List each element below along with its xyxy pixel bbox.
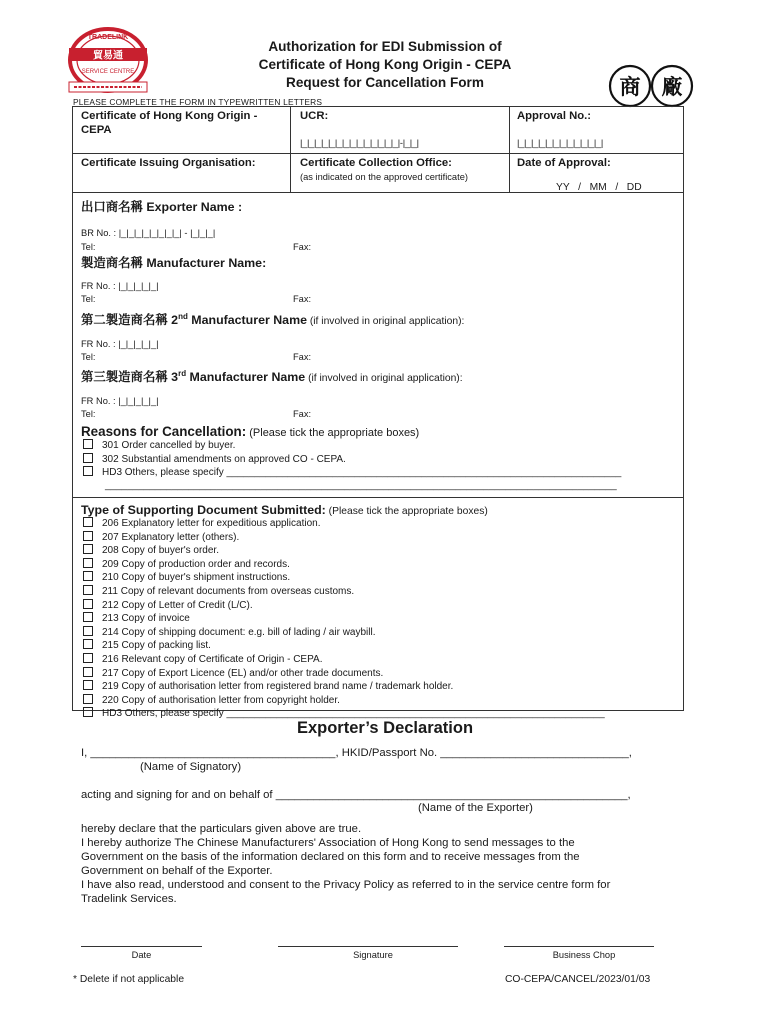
form-title (200, 38, 570, 92)
reason-item[interactable]: HD3 Others, please specify _______________________________________________________________________ (83, 466, 678, 480)
supporting-item[interactable]: 207 Explanatory letter (others). (83, 531, 678, 545)
svg-text:SERVICE CENTRE: SERVICE CENTRE (81, 69, 135, 75)
approval-date-input[interactable]: YY / MM / DD (556, 182, 642, 193)
manufacturer2-heading: 第二製造商名稱 2nd Manufacturer Name (if involved in original application): (81, 312, 465, 328)
supporting-checkbox[interactable] (83, 626, 93, 636)
svg-text:TRADELINK: TRADELINK (87, 34, 129, 41)
supporting-checkbox[interactable] (83, 585, 93, 595)
supporting-checkbox[interactable] (83, 599, 93, 609)
supporting-item[interactable]: 215 Copy of packing list. (83, 639, 678, 653)
supporting-item[interactable]: 210 Copy of buyer's shipment instructions. (83, 571, 678, 585)
reasons-heading: Reasons for Cancellation: (Please tick the appropriate boxes) (81, 424, 420, 439)
supporting-checkbox[interactable] (83, 531, 93, 541)
collection-office-note: (as indicated on the approved certificate) (300, 172, 468, 182)
supporting-item[interactable]: HD3 Others, please specify ____________________________________________________________________ (83, 707, 678, 721)
business-chop-caption: Business Chop (552, 950, 616, 960)
issuing-org-label: Certificate Issuing Organisation: (81, 157, 256, 169)
supporting-item[interactable]: 216 Relevant copy of Certificate of Origin - CEPA. (83, 653, 678, 667)
form-code: CO-CEPA/CANCEL/2023/01/03 (505, 974, 651, 985)
manufacturer-fax-label: Fax: (293, 294, 312, 304)
manufacturer3-fax-label: Fax: (293, 409, 312, 419)
declaration-line-1[interactable]: I, _______________________________________, HKID/Passport No. ______________________________, (81, 747, 632, 759)
signature-line[interactable] (278, 946, 458, 947)
signature-caption: Signature (353, 950, 393, 960)
supporting-checkbox[interactable] (83, 667, 93, 677)
reason-extra-line[interactable]: ____________________________________________________________________________________________ (105, 479, 617, 491)
supporting-item[interactable]: 214 Copy of shipping document: e.g. bill of lading / air waybill. (83, 626, 678, 640)
reason-checkbox[interactable] (83, 439, 93, 449)
business-chop-line[interactable] (504, 946, 654, 947)
supporting-checkbox[interactable] (83, 707, 93, 717)
supporting-item[interactable]: 220 Copy of authorisation letter from copyright holder. (83, 694, 678, 708)
instruction-text: PLEASE COMPLETE THE FORM IN TYPEWRITTEN LETTERS (73, 97, 323, 107)
reason-checkbox[interactable] (83, 453, 93, 463)
date-line[interactable] (81, 946, 202, 947)
supporting-item[interactable]: 212 Copy of Letter of Credit (L/C). (83, 599, 678, 613)
signatory-caption: (Name of Signatory) (140, 761, 242, 773)
manufacturer3-fr-input[interactable]: FR No. : |_|_|_|_|_| (81, 396, 159, 406)
manufacturer2-fr-input[interactable]: FR No. : |_|_|_|_|_| (81, 339, 159, 349)
supporting-item[interactable]: 208 Copy of buyer's order. (83, 544, 678, 558)
declaration-title: Exporter’s Declaration (296, 719, 474, 737)
collection-office-label: Certificate Collection Office: (300, 157, 452, 169)
supporting-checkbox[interactable] (83, 653, 93, 663)
reason-item[interactable]: 302 Substantial amendments on approved CO - CEPA. (83, 453, 678, 467)
declaration-line-2[interactable]: acting and signing for and on behalf of ________________________________________________________, (81, 789, 631, 801)
supporting-checkbox[interactable] (83, 612, 93, 622)
cma-logo (608, 63, 696, 109)
manufacturer2-tel-label: Tel: (81, 352, 96, 362)
title-line-2: Certificate of Hong Kong Origin - CEPA (258, 57, 512, 72)
supporting-heading: Type of Supporting Document Submitted: (Please tick the appropriate boxes) (81, 503, 488, 517)
ucr-input[interactable]: |_|_|_|_|_|_|_|_|_|_|_|_|_|_|-|_|_| (300, 138, 419, 148)
svg-text:貿易通: 貿易通 (93, 50, 123, 62)
title-line-3: Request for Cancellation Form (286, 75, 484, 90)
footer-note: * Delete if not applicable (73, 974, 185, 985)
supporting-item[interactable]: 219 Copy of authorisation letter from registered brand name / trademark holder. (83, 680, 678, 694)
supporting-item[interactable]: 217 Copy of Export Licence (EL) and/or other trade documents. (83, 667, 678, 681)
date-caption: Date (131, 950, 152, 960)
manufacturer3-tel-label: Tel: (81, 409, 96, 419)
reason-checkbox[interactable] (83, 466, 93, 476)
svg-text:商: 商 (619, 75, 641, 99)
exporter-br-input[interactable]: BR No. : |_|_|_|_|_|_|_|_| - |_|_|_| (81, 228, 216, 238)
supporting-list (83, 517, 678, 721)
manufacturer-heading: 製造商名稱 Manufacturer Name: (81, 256, 267, 270)
reasons-list (83, 439, 678, 492)
supporting-checkbox[interactable] (83, 517, 93, 527)
supporting-checkbox[interactable] (83, 694, 93, 704)
supporting-item[interactable]: 209 Copy of production order and records. (83, 558, 678, 572)
ucr-label: UCR: (300, 110, 329, 122)
supporting-checkbox[interactable] (83, 680, 93, 690)
supporting-checkbox[interactable] (83, 639, 93, 649)
supporting-checkbox[interactable] (83, 544, 93, 554)
approval-date-label: Date of Approval: (517, 157, 611, 169)
exporter-caption: (Name of the Exporter) (418, 802, 533, 814)
supporting-item[interactable]: 213 Copy of invoice (83, 612, 678, 626)
title-line-1: Authorization for EDI Submission of (268, 39, 502, 54)
svg-text:廠: 廠 (661, 75, 683, 99)
supporting-checkbox[interactable] (83, 558, 93, 568)
manufacturer-tel-label: Tel: (81, 294, 96, 304)
supporting-checkbox[interactable] (83, 571, 93, 581)
cert-origin-label: Certificate of Hong Kong Origin - CEPA (81, 110, 258, 136)
exporter-heading: 出口商名稱 Exporter Name : (81, 200, 243, 214)
reason-item[interactable]: 301 Order cancelled by buyer. (83, 439, 678, 453)
manufacturer3-heading: 第三製造商名稱 3rd Manufacturer Name (if involved in original application): (81, 369, 463, 385)
declaration-paragraph: hereby declare that the particulars given above are true. I hereby authorize The Chinese Manufacturers' Association of Hong Kong to send messages to the Government on the basis of the information declared on this form and to receive messages from the Government on behalf of the Exporter. I have also read, understood and consent to the Privacy Policy as referred to in the service centre form for Tradelink Services. (81, 823, 611, 905)
supporting-item[interactable]: 211 Copy of relevant documents from overseas customs. (83, 585, 678, 599)
tradelink-logo (66, 26, 150, 98)
approval-no-input[interactable]: |_|_|_|_|_|_|_|_|_|_|_|_| (517, 138, 603, 148)
exporter-tel-label: Tel: (81, 242, 96, 252)
approval-no-label: Approval No.: (517, 110, 592, 122)
supporting-item[interactable]: 206 Explanatory letter for expeditious application. (83, 517, 678, 531)
exporter-fax-label: Fax: (293, 242, 312, 252)
manufacturer2-fax-label: Fax: (293, 352, 312, 362)
manufacturer-fr-input[interactable]: FR No. : |_|_|_|_|_| (81, 281, 159, 291)
